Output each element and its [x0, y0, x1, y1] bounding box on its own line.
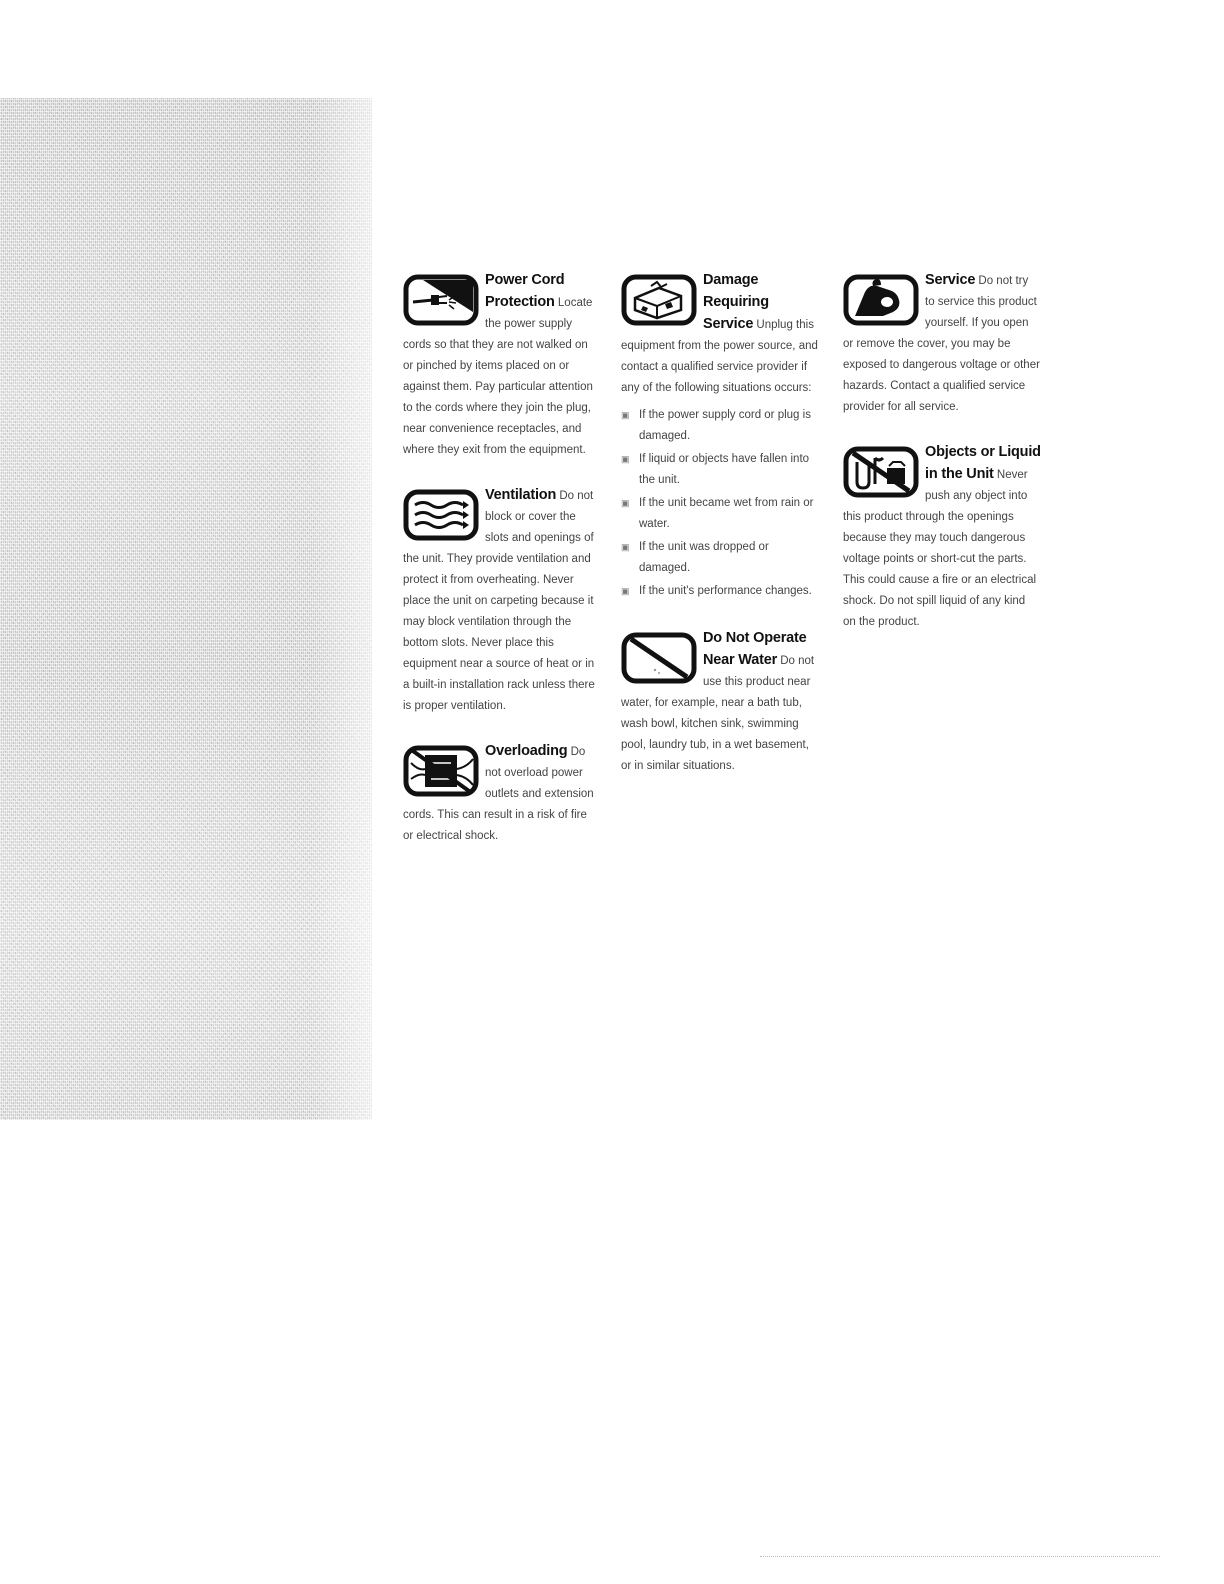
- column-2: [621, 270, 819, 801]
- list-item: ▣ If the unit became wet from rain or water.: [621, 493, 819, 535]
- overloading-icon: [403, 743, 479, 799]
- service-heading: Service: [925, 272, 976, 288]
- overloading-text: Do not overload power outlets and extension cords. This can result in a risk of fire or electrical shock.: [403, 746, 594, 842]
- objects-liquid-heading: Objects or Liquid in the Unit: [925, 444, 1041, 482]
- section-ventilation: [403, 485, 598, 717]
- scan-artifact: [760, 1556, 1160, 1560]
- column-1: [403, 270, 598, 871]
- list-item: ▣ If the unit's performance changes.: [621, 581, 819, 602]
- list-item: ▣ If the unit was dropped or damaged.: [621, 537, 819, 579]
- near-water-text: Do not use this product near water, for example, near a bath tub, wash bowl, kitchen sink, swimming pool, laundry tub, in a wet basement, or in similar situations.: [621, 655, 815, 772]
- objects-liquid-icon: [843, 444, 919, 500]
- side-texture-panel: [0, 98, 372, 1120]
- objects-liquid-text: Never push any object into this product through the openings because they may touch dangerous voltage points or short-cut the parts. This could cause a fire or an electrical shock. Do not spill liquid of any kind on the product.: [843, 469, 1037, 628]
- overloading-heading: Overloading: [485, 743, 568, 759]
- service-hand-icon: [843, 272, 919, 328]
- power-cord-heading: Power Cord Protection: [485, 272, 565, 310]
- list-item: ▣ If the power supply cord or plug is damaged.: [621, 405, 819, 447]
- service-text: Do not try to service this product yourself. If you open or remove the cover, you may be exposed to dangerous voltage or other hazards. Contact a qualified service provider for all service.: [843, 275, 1040, 413]
- ventilation-text: Do not block or cover the slots and openings of the unit. They provide ventilation and protect it from overheating. Never place the unit on carpeting because it may block ventilation through the bottom slots. Never place this equipment near a source of heat or in a built-in installation rack unless there is proper ventilation.: [403, 490, 595, 712]
- list-item: ▣ If liquid or objects have fallen into the unit.: [621, 449, 819, 491]
- damage-service-heading: Damage Requiring Service: [703, 272, 769, 332]
- ventilation-heading: Ventilation: [485, 487, 557, 503]
- damage-conditions-list: [621, 405, 819, 602]
- ventilation-icon: [403, 487, 479, 543]
- power-cord-text: Locate the power supply cords so that they are not walked on or pinched by items placed on or against them. Pay particular attention to the cords where they join the plug, near convenience receptacles, and where they exit from the equipment.: [403, 297, 593, 456]
- section-service: [843, 270, 1041, 418]
- power-cord-icon: [403, 272, 479, 328]
- near-water-heading: Do Not Operate Near Water: [703, 630, 807, 668]
- section-near-water: [621, 628, 819, 777]
- damage-service-text: Unplug this equipment from the power source, and contact a qualified service provider if any of the following situations occurs:: [621, 319, 818, 394]
- section-damage-service: [621, 270, 819, 604]
- section-overloading: [403, 741, 598, 847]
- no-water-icon: [621, 630, 697, 686]
- section-objects-liquid: [843, 442, 1041, 633]
- section-power-cord: [403, 270, 598, 461]
- damaged-unit-icon: [621, 272, 697, 328]
- column-3: [843, 270, 1041, 657]
